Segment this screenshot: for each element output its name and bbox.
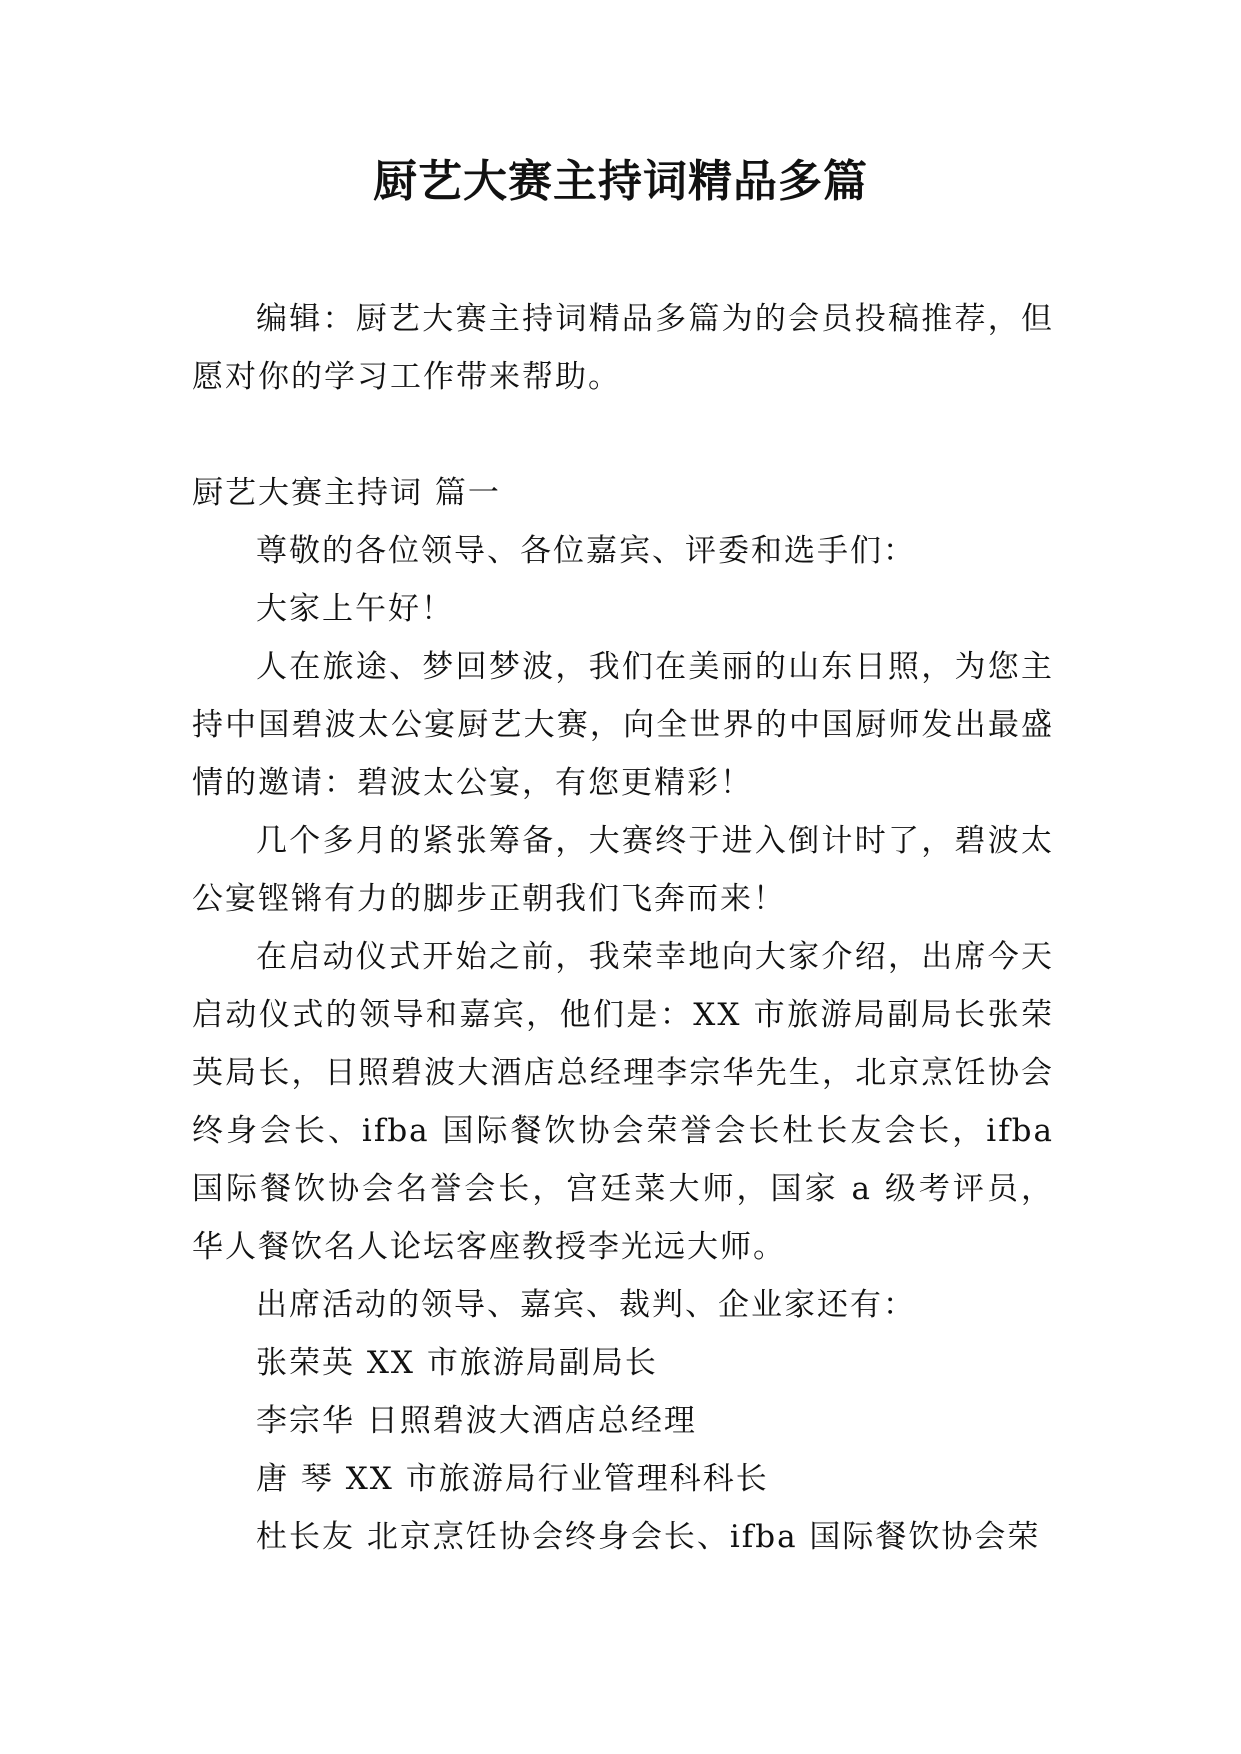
paragraph-guests: 在启动仪式开始之前，我荣幸地向大家介绍，出席今天启动仪式的领导和嘉宾，他们是：XX 市旅游局副局长张荣英局长，日照碧波大酒店总经理李宗华先生，北京烹饪协会终身会长、ifba 国际餐饮协会荣誉会长杜长友会长，ifba 国际餐饮协会名誉会长，宫廷菜大师，国家 a 级考评员，华人餐饮名人论坛客座教授李光远大师。 (192, 939, 1054, 1265)
spacer (192, 406, 1054, 464)
paragraph-attendees-intro: 出席活动的领导、嘉宾、裁判、企业家还有： (256, 1287, 916, 1323)
attendee-line: 张荣英 XX 市旅游局副局长 (256, 1345, 658, 1381)
section-heading: 厨艺大赛主持词 篇一 (192, 475, 501, 511)
attendee-line: 唐 琴 XX 市旅游局行业管理科科长 (256, 1461, 769, 1497)
intro-paragraph: 编辑：厨艺大赛主持词精品多篇为的会员投稿推荐，但愿对你的学习工作带来帮助。 (192, 301, 1054, 395)
document-title: 厨艺大赛主持词精品多篇 (373, 156, 868, 207)
paragraph-greeting: 尊敬的各位领导、各位嘉宾、评委和选手们： (256, 533, 916, 569)
document-body (192, 290, 1054, 1566)
attendee-line: 杜长友 北京烹饪协会终身会长、ifba 国际餐饮协会荣 (256, 1519, 1041, 1555)
paragraph-preparation: 几个多月的紧张筹备，大赛终于进入倒计时了，碧波太公宴铿锵有力的脚步正朝我们飞奔而来！ (192, 823, 1054, 917)
attendee-line: 李宗华 日照碧波大酒店总经理 (256, 1403, 697, 1439)
paragraph-opening: 人在旅途、梦回梦波，我们在美丽的山东日照，为您主持中国碧波太公宴厨艺大赛，向全世界的中国厨师发出最盛情的邀请：碧波太公宴，有您更精彩！ (192, 649, 1054, 801)
paragraph-salutation: 大家上午好！ (256, 591, 454, 627)
